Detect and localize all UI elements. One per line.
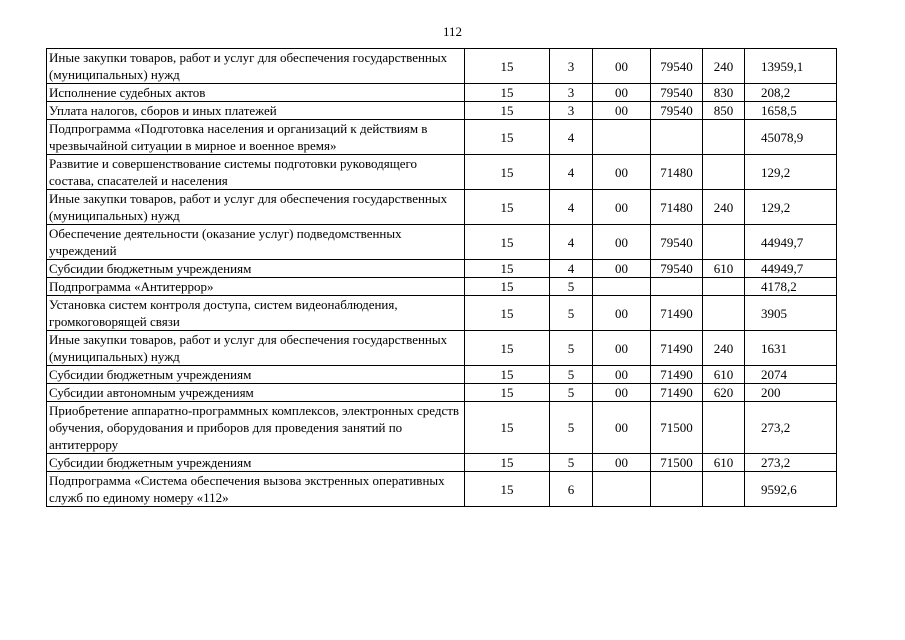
table-row xyxy=(47,84,837,102)
amount-cell: 45078,9 xyxy=(745,120,837,155)
row-name-cell: Субсидии бюджетным учреждениям xyxy=(47,260,465,278)
program-cell: 00 xyxy=(593,296,651,331)
row-name-cell: Развитие и совершенствование системы подготовки руководящего состава, спасателей и населения xyxy=(47,155,465,190)
table-row xyxy=(47,296,837,331)
section-cell: 15 xyxy=(465,472,550,507)
expense-type-cell xyxy=(703,402,745,454)
page-number: 112 xyxy=(442,24,463,39)
subsection-cell: 5 xyxy=(550,331,593,366)
amount-cell: 200 xyxy=(745,384,837,402)
subsection-cell: 5 xyxy=(550,278,593,296)
target-code-cell xyxy=(651,120,703,155)
subsection-cell: 6 xyxy=(550,472,593,507)
budget-table xyxy=(46,48,837,507)
subsection-cell: 4 xyxy=(550,155,593,190)
table-row xyxy=(47,454,837,472)
row-name-cell: Субсидии бюджетным учреждениям xyxy=(47,454,465,472)
amount-cell: 13959,1 xyxy=(745,49,837,84)
target-code-cell: 71500 xyxy=(651,402,703,454)
program-cell: 00 xyxy=(593,102,651,120)
row-name-cell: Субсидии бюджетным учреждениям xyxy=(47,366,465,384)
expense-type-cell: 240 xyxy=(703,190,745,225)
section-cell: 15 xyxy=(465,454,550,472)
row-name-cell: Субсидии автономным учреждениям xyxy=(47,384,465,402)
expense-type-cell: 240 xyxy=(703,331,745,366)
subsection-cell: 4 xyxy=(550,260,593,278)
budget-table-body xyxy=(47,49,837,507)
table-row xyxy=(47,384,837,402)
program-cell: 00 xyxy=(593,49,651,84)
program-cell: 00 xyxy=(593,260,651,278)
expense-type-cell xyxy=(703,296,745,331)
target-code-cell: 71480 xyxy=(651,190,703,225)
table-row xyxy=(47,260,837,278)
row-name-cell: Иные закупки товаров, работ и услуг для обеспечения государственных (муниципальных) нужд xyxy=(47,331,465,366)
row-name-cell: Подпрограмма «Антитеррор» xyxy=(47,278,465,296)
target-code-cell: 71490 xyxy=(651,366,703,384)
program-cell: 00 xyxy=(593,155,651,190)
expense-type-cell: 240 xyxy=(703,49,745,84)
amount-cell: 1658,5 xyxy=(745,102,837,120)
amount-cell: 9592,6 xyxy=(745,472,837,507)
target-code-cell: 71490 xyxy=(651,384,703,402)
table-row xyxy=(47,366,837,384)
section-cell: 15 xyxy=(465,190,550,225)
row-name-cell: Уплата налогов, сборов и иных платежей xyxy=(47,102,465,120)
program-cell xyxy=(593,278,651,296)
row-name-cell: Установка систем контроля доступа, систем видеонаблюдения, громкоговорящей связи xyxy=(47,296,465,331)
expense-type-cell: 610 xyxy=(703,260,745,278)
target-code-cell: 79540 xyxy=(651,102,703,120)
section-cell: 15 xyxy=(465,84,550,102)
amount-cell: 129,2 xyxy=(745,155,837,190)
subsection-cell: 5 xyxy=(550,402,593,454)
section-cell: 15 xyxy=(465,155,550,190)
program-cell: 00 xyxy=(593,190,651,225)
subsection-cell: 5 xyxy=(550,296,593,331)
program-cell xyxy=(593,472,651,507)
section-cell: 15 xyxy=(465,225,550,260)
program-cell: 00 xyxy=(593,384,651,402)
table-row xyxy=(47,278,837,296)
program-cell: 00 xyxy=(593,225,651,260)
subsection-cell: 4 xyxy=(550,225,593,260)
table-row xyxy=(47,49,837,84)
expense-type-cell: 620 xyxy=(703,384,745,402)
program-cell: 00 xyxy=(593,366,651,384)
subsection-cell: 3 xyxy=(550,102,593,120)
target-code-cell: 79540 xyxy=(651,225,703,260)
amount-cell: 3905 xyxy=(745,296,837,331)
expense-type-cell xyxy=(703,120,745,155)
program-cell: 00 xyxy=(593,84,651,102)
expense-type-cell: 610 xyxy=(703,366,745,384)
target-code-cell: 71490 xyxy=(651,331,703,366)
target-code-cell: 71490 xyxy=(651,296,703,331)
amount-cell: 4178,2 xyxy=(745,278,837,296)
subsection-cell: 5 xyxy=(550,454,593,472)
row-name-cell: Исполнение судебных актов xyxy=(47,84,465,102)
expense-type-cell xyxy=(703,278,745,296)
amount-cell: 1631 xyxy=(745,331,837,366)
amount-cell: 44949,7 xyxy=(745,260,837,278)
section-cell: 15 xyxy=(465,120,550,155)
program-cell xyxy=(593,120,651,155)
expense-type-cell: 850 xyxy=(703,102,745,120)
target-code-cell: 79540 xyxy=(651,84,703,102)
target-code-cell xyxy=(651,278,703,296)
subsection-cell: 4 xyxy=(550,190,593,225)
target-code-cell xyxy=(651,472,703,507)
subsection-cell: 5 xyxy=(550,366,593,384)
amount-cell: 208,2 xyxy=(745,84,837,102)
expense-type-cell: 610 xyxy=(703,454,745,472)
section-cell: 15 xyxy=(465,278,550,296)
section-cell: 15 xyxy=(465,102,550,120)
section-cell: 15 xyxy=(465,296,550,331)
row-name-cell: Иные закупки товаров, работ и услуг для обеспечения государственных (муниципальных) нужд xyxy=(47,190,465,225)
expense-type-cell xyxy=(703,155,745,190)
section-cell: 15 xyxy=(465,384,550,402)
program-cell: 00 xyxy=(593,331,651,366)
subsection-cell: 3 xyxy=(550,84,593,102)
target-code-cell: 71500 xyxy=(651,454,703,472)
section-cell: 15 xyxy=(465,260,550,278)
table-row xyxy=(47,402,837,454)
table-row xyxy=(47,120,837,155)
table-row xyxy=(47,155,837,190)
row-name-cell: Приобретение аппаратно-программных комплексов, электронных средств обучения, оборудования и приборов для проведения занятий по антитеррору xyxy=(47,402,465,454)
target-code-cell: 79540 xyxy=(651,49,703,84)
table-row xyxy=(47,190,837,225)
row-name-cell: Обеспечение деятельности (оказание услуг) подведомственных учреждений xyxy=(47,225,465,260)
amount-cell: 129,2 xyxy=(745,190,837,225)
amount-cell: 2074 xyxy=(745,366,837,384)
row-name-cell: Иные закупки товаров, работ и услуг для обеспечения государственных (муниципальных) нужд xyxy=(47,49,465,84)
amount-cell: 273,2 xyxy=(745,402,837,454)
expense-type-cell xyxy=(703,225,745,260)
target-code-cell: 71480 xyxy=(651,155,703,190)
program-cell: 00 xyxy=(593,454,651,472)
amount-cell: 273,2 xyxy=(745,454,837,472)
table-row xyxy=(47,102,837,120)
subsection-cell: 3 xyxy=(550,49,593,84)
table-row xyxy=(47,472,837,507)
expense-type-cell: 830 xyxy=(703,84,745,102)
table-row xyxy=(47,225,837,260)
section-cell: 15 xyxy=(465,49,550,84)
subsection-cell: 4 xyxy=(550,120,593,155)
section-cell: 15 xyxy=(465,331,550,366)
section-cell: 15 xyxy=(465,366,550,384)
amount-cell: 44949,7 xyxy=(745,225,837,260)
row-name-cell: Подпрограмма «Подготовка населения и организаций к действиям в чрезвычайной ситуации в мирное и военное время» xyxy=(47,120,465,155)
table-row xyxy=(47,331,837,366)
subsection-cell: 5 xyxy=(550,384,593,402)
target-code-cell: 79540 xyxy=(651,260,703,278)
expense-type-cell xyxy=(703,472,745,507)
program-cell: 00 xyxy=(593,402,651,454)
row-name-cell: Подпрограмма «Система обеспечения вызова экстренных оперативных служб по единому номеру «112» xyxy=(47,472,465,507)
section-cell: 15 xyxy=(465,402,550,454)
